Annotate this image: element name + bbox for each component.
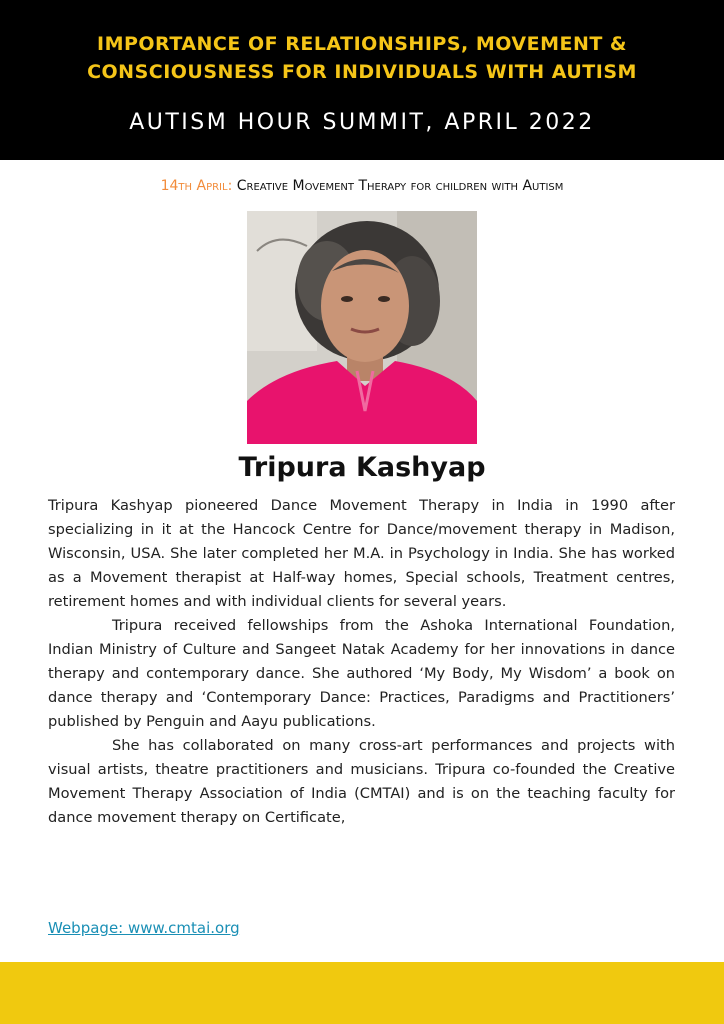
header-title-line2: CONSCIOUSNESS FOR INDIVIDUALS WITH AUTISM <box>87 61 637 83</box>
session-line <box>0 178 724 194</box>
portrait-illustration <box>247 211 477 444</box>
bio-paragraph-1: Tripura Kashyap pioneered Dance Movement Therapy in India in 1990 after specializing in it at the Hancock Centre for Dance/movement therapy in Madison, Wisconsin, USA. She later completed her M.A. in Psychology in India. She has worked as a Movement therapist at Half-way homes, Special schools, Treatment centres, retirement homes and with individual clients for several years. <box>48 497 675 610</box>
session-title: Creative Movement Therapy for children with Autism <box>236 178 564 194</box>
header-title-line1: IMPORTANCE OF RELATIONSHIPS, MOVEMENT & <box>97 33 627 55</box>
header-banner <box>0 0 724 160</box>
event-subtitle: AUTISM HOUR SUMMIT, APRIL 2022 <box>129 110 595 135</box>
footer-band <box>0 962 724 1024</box>
bio-paragraph-2: Tripura received fellowships from the Ashoka International Foundation, Indian Ministry of Culture and Sangeet Natak Academy for her innovations in dance therapy and contemporary dance. She authored ‘My Body, My Wisdom’ a book on dance therapy and ‘Contemporary Dance: Practices, Paradigms and Practitioners’ published by Penguin and Aayu publications. <box>48 617 675 730</box>
bio-paragraph-3: She has collaborated on many cross-art performances and projects with visual artists, theatre practitioners and musicians. Tripura co-founded the Creative Movement Therapy Association of India (CMTAI) and is on the teaching faculty for dance movement therapy on Certificate, <box>48 737 675 826</box>
speaker-photo <box>247 211 477 444</box>
speaker-bio <box>48 494 675 830</box>
speaker-name: Tripura Kashyap <box>238 452 486 483</box>
webpage-link[interactable]: Webpage: www.cmtai.org <box>48 919 240 937</box>
header-title <box>0 30 724 86</box>
session-date: 14th April: <box>160 178 233 194</box>
